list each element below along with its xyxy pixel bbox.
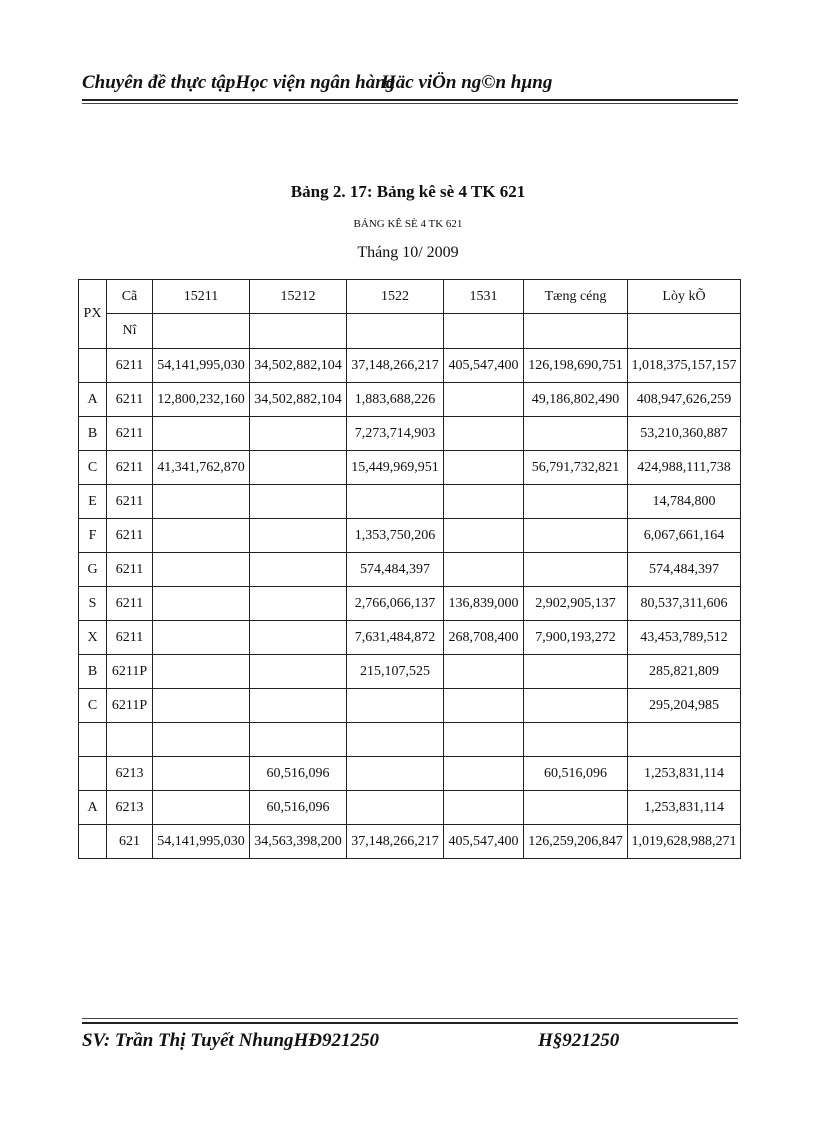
amount-cell xyxy=(250,621,347,655)
table-row xyxy=(79,553,741,587)
co-header: Cã xyxy=(107,280,153,314)
amount-cell xyxy=(444,553,524,587)
footer-rule-thin xyxy=(82,1018,738,1019)
account-cell xyxy=(107,723,153,757)
amount-cell xyxy=(250,689,347,723)
footer-right: H§921250 xyxy=(538,1030,620,1051)
table-row xyxy=(79,825,741,859)
table-row xyxy=(79,655,741,689)
amount-cell xyxy=(153,723,250,757)
amount-cell: 136,839,000 xyxy=(444,587,524,621)
amount-cell: 80,537,311,606 xyxy=(628,587,741,621)
amount-cell xyxy=(444,655,524,689)
amount-cell: 54,141,995,030 xyxy=(153,349,250,383)
amount-cell: 34,502,882,104 xyxy=(250,383,347,417)
table-row xyxy=(79,417,741,451)
column-header: 15212 xyxy=(250,280,347,314)
amount-cell: 285,821,809 xyxy=(628,655,741,689)
amount-cell xyxy=(153,689,250,723)
account-cell: 6211 xyxy=(107,451,153,485)
table-row xyxy=(79,349,741,383)
px-cell: B xyxy=(79,417,107,451)
amount-cell: 14,784,800 xyxy=(628,485,741,519)
table-row xyxy=(79,791,741,825)
ledger-table xyxy=(78,279,741,859)
amount-cell: 408,947,626,259 xyxy=(628,383,741,417)
table-row xyxy=(79,519,741,553)
amount-cell: 53,210,360,887 xyxy=(628,417,741,451)
table-row xyxy=(79,621,741,655)
amount-cell xyxy=(524,655,628,689)
amount-cell xyxy=(250,451,347,485)
px-cell: C xyxy=(79,689,107,723)
account-cell: 6211 xyxy=(107,383,153,417)
px-cell xyxy=(79,757,107,791)
header-row xyxy=(79,280,741,314)
header-rule xyxy=(82,99,738,101)
header-spacer xyxy=(153,314,250,349)
amount-cell: 574,484,397 xyxy=(628,553,741,587)
amount-cell xyxy=(250,417,347,451)
amount-cell: 574,484,397 xyxy=(347,553,444,587)
no-header: Nî xyxy=(107,314,153,349)
header-spacer xyxy=(444,314,524,349)
amount-cell xyxy=(524,723,628,757)
px-cell: A xyxy=(79,791,107,825)
amount-cell: 295,204,985 xyxy=(628,689,741,723)
amount-cell xyxy=(444,485,524,519)
amount-cell: 12,800,232,160 xyxy=(153,383,250,417)
amount-cell: 424,988,111,738 xyxy=(628,451,741,485)
table-row xyxy=(79,587,741,621)
amount-cell: 54,141,995,030 xyxy=(153,825,250,859)
px-cell: C xyxy=(79,451,107,485)
amount-cell xyxy=(444,757,524,791)
amount-cell: 43,453,789,512 xyxy=(628,621,741,655)
column-header: Lòy kÕ xyxy=(628,280,741,314)
header-right: Häc viÖn ng©n hµng xyxy=(381,72,553,93)
table-row xyxy=(79,451,741,485)
px-cell xyxy=(79,349,107,383)
amount-cell xyxy=(524,689,628,723)
account-cell: 6211 xyxy=(107,587,153,621)
page-subtitle: BẢNG KÊ SÈ 4 TK 621 xyxy=(353,218,463,230)
amount-cell xyxy=(444,451,524,485)
amount-cell: 34,563,398,200 xyxy=(250,825,347,859)
px-cell: X xyxy=(79,621,107,655)
amount-cell xyxy=(347,485,444,519)
column-header: 15211 xyxy=(153,280,250,314)
amount-cell xyxy=(628,723,741,757)
amount-cell xyxy=(444,417,524,451)
amount-cell: 6,067,661,164 xyxy=(628,519,741,553)
table-row xyxy=(79,723,741,757)
amount-cell xyxy=(347,723,444,757)
footer-left: SV: Trần Thị Tuyết NhungHĐ921250 xyxy=(82,1030,380,1051)
report-month: Tháng 10/ 2009 xyxy=(357,244,459,261)
amount-cell xyxy=(524,791,628,825)
px-cell: S xyxy=(79,587,107,621)
amount-cell: 7,273,714,903 xyxy=(347,417,444,451)
amount-cell: 41,341,762,870 xyxy=(153,451,250,485)
header-left: Chuyên đề thực tậpHọc viện ngân hàng xyxy=(82,72,396,93)
header-row-2 xyxy=(79,314,741,349)
account-cell: 6211 xyxy=(107,485,153,519)
amount-cell xyxy=(524,519,628,553)
header-spacer xyxy=(250,314,347,349)
px-cell: E xyxy=(79,485,107,519)
account-cell: 621 xyxy=(107,825,153,859)
account-cell: 6211P xyxy=(107,655,153,689)
amount-cell xyxy=(153,587,250,621)
account-cell: 6213 xyxy=(107,791,153,825)
column-header: Tæng céng xyxy=(524,280,628,314)
amount-cell: 34,502,882,104 xyxy=(250,349,347,383)
amount-cell: 37,148,266,217 xyxy=(347,349,444,383)
px-cell: G xyxy=(79,553,107,587)
amount-cell: 1,253,831,114 xyxy=(628,791,741,825)
table-row xyxy=(79,485,741,519)
amount-cell: 405,547,400 xyxy=(444,349,524,383)
account-cell: 6211 xyxy=(107,349,153,383)
amount-cell: 1,019,628,988,271 xyxy=(628,825,741,859)
px-cell: A xyxy=(79,383,107,417)
amount-cell: 1,018,375,157,157 xyxy=(628,349,741,383)
amount-cell xyxy=(250,723,347,757)
table-row xyxy=(79,383,741,417)
column-header: 1522 xyxy=(347,280,444,314)
amount-cell xyxy=(524,553,628,587)
amount-cell: 37,148,266,217 xyxy=(347,825,444,859)
amount-cell xyxy=(444,791,524,825)
amount-cell xyxy=(444,383,524,417)
table-row xyxy=(79,689,741,723)
amount-cell xyxy=(250,587,347,621)
amount-cell: 15,449,969,951 xyxy=(347,451,444,485)
amount-cell xyxy=(444,689,524,723)
account-cell: 6211P xyxy=(107,689,153,723)
amount-cell xyxy=(444,723,524,757)
account-cell: 6211 xyxy=(107,553,153,587)
amount-cell: 1,253,831,114 xyxy=(628,757,741,791)
amount-cell xyxy=(153,485,250,519)
amount-cell: 60,516,096 xyxy=(250,757,347,791)
amount-cell: 1,353,750,206 xyxy=(347,519,444,553)
amount-cell: 1,883,688,226 xyxy=(347,383,444,417)
account-cell: 6211 xyxy=(107,621,153,655)
amount-cell: 60,516,096 xyxy=(524,757,628,791)
amount-cell xyxy=(444,519,524,553)
amount-cell xyxy=(250,553,347,587)
amount-cell xyxy=(153,655,250,689)
amount-cell xyxy=(153,791,250,825)
amount-cell xyxy=(250,655,347,689)
amount-cell xyxy=(347,757,444,791)
amount-cell xyxy=(153,553,250,587)
account-cell: 6213 xyxy=(107,757,153,791)
amount-cell xyxy=(250,485,347,519)
px-cell: F xyxy=(79,519,107,553)
amount-cell xyxy=(250,519,347,553)
amount-cell xyxy=(153,417,250,451)
column-header: 1531 xyxy=(444,280,524,314)
amount-cell: 7,900,193,272 xyxy=(524,621,628,655)
px-cell: B xyxy=(79,655,107,689)
table-row xyxy=(79,757,741,791)
header-spacer xyxy=(524,314,628,349)
amount-cell xyxy=(524,417,628,451)
amount-cell: 215,107,525 xyxy=(347,655,444,689)
account-cell: 6211 xyxy=(107,417,153,451)
account-cell: 6211 xyxy=(107,519,153,553)
amount-cell: 2,766,066,137 xyxy=(347,587,444,621)
amount-cell xyxy=(347,791,444,825)
amount-cell: 60,516,096 xyxy=(250,791,347,825)
amount-cell xyxy=(153,757,250,791)
px-cell xyxy=(79,723,107,757)
amount-cell: 126,259,206,847 xyxy=(524,825,628,859)
amount-cell: 49,186,802,490 xyxy=(524,383,628,417)
amount-cell xyxy=(524,485,628,519)
amount-cell xyxy=(153,621,250,655)
amount-cell: 2,902,905,137 xyxy=(524,587,628,621)
header-spacer xyxy=(347,314,444,349)
px-header: PX xyxy=(79,280,107,349)
amount-cell xyxy=(153,519,250,553)
px-cell xyxy=(79,825,107,859)
amount-cell xyxy=(347,689,444,723)
amount-cell: 268,708,400 xyxy=(444,621,524,655)
header-rule-thin xyxy=(82,103,738,104)
amount-cell: 56,791,732,821 xyxy=(524,451,628,485)
header-spacer xyxy=(628,314,741,349)
page-title: Bảng 2. 17: Bảng kê sè 4 TK 621 xyxy=(290,182,526,201)
amount-cell: 126,198,690,751 xyxy=(524,349,628,383)
amount-cell: 405,547,400 xyxy=(444,825,524,859)
amount-cell: 7,631,484,872 xyxy=(347,621,444,655)
footer-rule xyxy=(82,1022,738,1024)
